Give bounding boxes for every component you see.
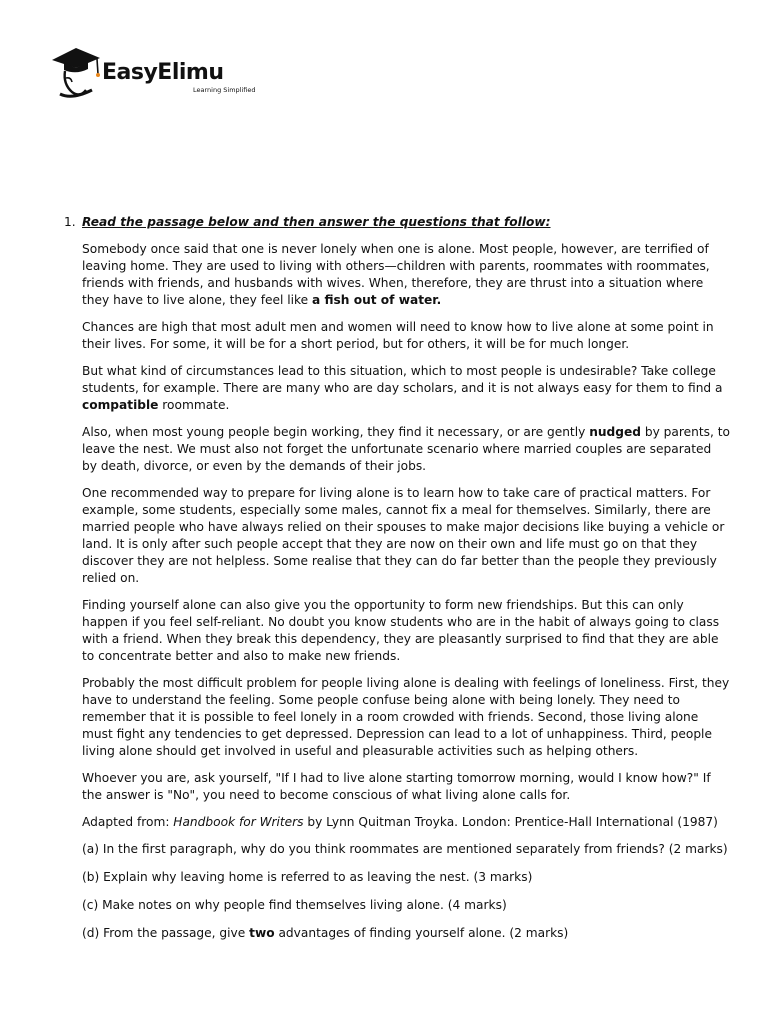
question-content [64,214,730,953]
paragraph-3-text-end: roommate. [158,398,230,412]
brand-logo [50,44,256,100]
word-two: two [249,926,275,940]
paragraph-3 [82,363,730,414]
graduate-cap-icon [50,44,106,100]
question-number: 1. [64,215,76,229]
source-prefix: Adapted from: [82,815,174,829]
word-nudged: nudged [589,425,641,439]
paragraph-4-text-end: by parents, to leave the nest. We must also not forget the unfortunate scenario where married couples are separated by death, divorce, or even by the demands of their jobs. [82,425,730,473]
paragraph-4 [82,424,730,475]
word-compatible: compatible [82,398,159,412]
paragraph-4-text: Also, when most young people begin working, they find it necessary, or are gently [82,425,590,439]
question-c: (c) Make notes on why people find themselves living alone. (4 marks) [82,898,507,912]
question-a: (a) In the first paragraph, why do you think roommates are mentioned separately from friends? (2 marks) [82,842,728,856]
paragraph-3-text: But what kind of circumstances lead to this situation, which to most people is undesirable? Take college students, for example. There are many who are day scholars, and it is not always easy for them to find a [82,364,723,395]
paragraph-7: Probably the most difficult problem for people living alone is dealing with feelings of loneliness. First, they have to understand the feeling. Some people confuse being alone with being lonely. They need to remember that it is possible to feel lonely in a room crowded with friends. Second, those living alone must fight any tendencies to get depressed. Depression can lead to a lot of unhappiness. Third, people living alone should get involved in useful and pleasurable activities such as helping others. [82,676,730,758]
paragraph-5: One recommended way to prepare for living alone is to learn how to take care of practical matters. For example, some students, especially some males, cannot fix a meal for themselves. Similarly, there are married people who have always relied on their spouses to make major decisions like buying a vehicle or land. It is only after such people accept that they are now on their own and life must go on that they discover they are not helpless. Some realise that they can do far better than the people they previously relied on. [82,486,725,585]
paragraph-2: Chances are high that most adult men and women will need to know how to live alone at some point in their lives. For some, it will be for a short period, but for others, it will be for much longer. [82,320,714,351]
paragraph-6: Finding yourself alone can also give you the opportunity to form new friendships. But this can only happen if you feel self-reliant. No doubt you know students who are in the habit of always going to class with a friend. When they break this dependency, they are pleasantly surprised to find that they are able to concentrate better and also to make new friends. [82,598,720,663]
question-d-text-end: advantages of finding yourself alone. (2 marks) [274,926,569,940]
idiom-fish-out-of-water: a fish out of water. [312,293,442,307]
question-d-text: (d) From the passage, give [82,926,250,940]
brand-name: EasyElimu [102,60,224,85]
source-citation [82,814,730,831]
paragraph-1 [82,241,730,309]
source-title: Handbook for Writers [173,815,304,829]
question-b: (b) Explain why leaving home is referred to as leaving the nest. (3 marks) [82,870,533,884]
brand-tagline: Learning Simplified [193,86,256,94]
paragraph-8: Whoever you are, ask yourself, "If I had to live alone starting tomorrow morning, would I know how?" If the answer is "No", you need to become conscious of what living alone calls for. [82,771,711,802]
paragraph-1-text: Somebody once said that one is never lonely when one is alone. Most people, however, are terrified of leaving home. They are used to living with others—children with parents, roommates with roommates, friends with friends, and husbands with wives. When, therefore, they are thrust into a situation where they have to live alone, they feel like [82,242,710,307]
question-d [82,925,730,942]
source-suffix: by Lynn Quitman Troyka. London: Prentice-Hall International (1987) [303,815,718,829]
question-heading: Read the passage below and then answer the questions that follow: [82,215,551,229]
